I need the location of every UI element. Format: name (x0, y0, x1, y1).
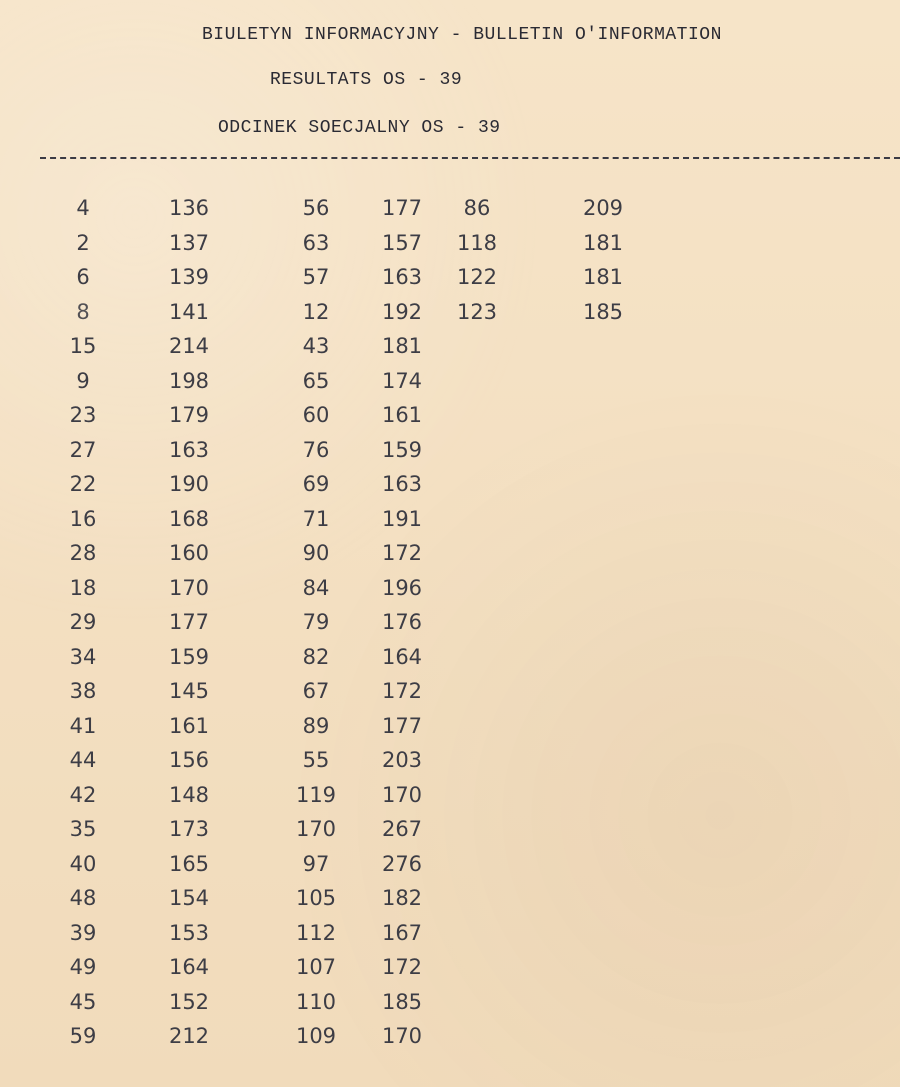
col3-value: 90 (302, 541, 330, 565)
col4-value: 276 (381, 852, 423, 876)
col4-value: 196 (381, 576, 423, 600)
col2-value: 139 (168, 265, 210, 289)
col3-value: 69 (302, 472, 330, 496)
col4-value: 164 (381, 645, 423, 669)
col4-value: 267 (381, 817, 423, 841)
special-stage-title: ODCINEK SOECJALNY OS - 39 (218, 118, 501, 138)
col4-value: 167 (381, 921, 423, 945)
col4-value: 191 (381, 507, 423, 531)
col3-value: 109 (295, 1024, 337, 1048)
col1-value: 18 (69, 576, 97, 600)
col4-value: 172 (381, 541, 423, 565)
col1-value: 39 (69, 921, 97, 945)
col5-value: 118 (456, 231, 498, 255)
col1-value: 59 (69, 1024, 97, 1048)
col2-value: 214 (168, 334, 210, 358)
col5-value: 86 (463, 196, 491, 220)
col2-value: 198 (168, 369, 210, 393)
col2-value: 190 (168, 472, 210, 496)
col3-value: 12 (302, 300, 330, 324)
col4-value: 176 (381, 610, 423, 634)
col4-value: 163 (381, 472, 423, 496)
col1-value: 48 (69, 886, 97, 910)
col4-value: 170 (381, 783, 423, 807)
col1-value: 23 (69, 403, 97, 427)
col2-value: 164 (168, 955, 210, 979)
col2-value: 148 (168, 783, 210, 807)
col4-value: 185 (381, 990, 423, 1014)
col3-value: 105 (295, 886, 337, 910)
col6-value: 209 (582, 196, 624, 220)
col1-value: 40 (69, 852, 97, 876)
col2-value: 136 (168, 196, 210, 220)
col3-value: 107 (295, 955, 337, 979)
col4-value: 192 (381, 300, 423, 324)
col2-value: 161 (168, 714, 210, 738)
col1-value: 35 (69, 817, 97, 841)
col4-value: 181 (381, 334, 423, 358)
bulletin-title: BIULETYN INFORMACYJNY - BULLETIN O'INFORMATION (202, 25, 722, 45)
col4-value: 203 (381, 748, 423, 772)
col1-value: 44 (69, 748, 97, 772)
col2-value: 170 (168, 576, 210, 600)
col1-value: 27 (69, 438, 97, 462)
col4-value: 172 (381, 955, 423, 979)
col6-value: 181 (582, 231, 624, 255)
col1-value: 29 (69, 610, 97, 634)
col4-value: 159 (381, 438, 423, 462)
col2-value: 160 (168, 541, 210, 565)
col2-value: 152 (168, 990, 210, 1014)
col4-value: 163 (381, 265, 423, 289)
col1-value: 4 (76, 196, 90, 220)
col6-value: 185 (582, 300, 624, 324)
col2-value: 177 (168, 610, 210, 634)
col3-value: 89 (302, 714, 330, 738)
col3-value: 57 (302, 265, 330, 289)
col5-value: 123 (456, 300, 498, 324)
col1-value: 49 (69, 955, 97, 979)
col3-value: 82 (302, 645, 330, 669)
col6-value: 181 (582, 265, 624, 289)
col2-value: 163 (168, 438, 210, 462)
col2-value: 179 (168, 403, 210, 427)
col3-value: 110 (295, 990, 337, 1014)
col2-value: 173 (168, 817, 210, 841)
col1-value: 45 (69, 990, 97, 1014)
col1-value: 41 (69, 714, 97, 738)
col1-value: 15 (69, 334, 97, 358)
col2-value: 145 (168, 679, 210, 703)
col3-value: 63 (302, 231, 330, 255)
col1-value: 16 (69, 507, 97, 531)
results-title: RESULTATS OS - 39 (270, 70, 463, 90)
col3-value: 119 (295, 783, 337, 807)
col2-value: 153 (168, 921, 210, 945)
col4-value: 161 (381, 403, 423, 427)
col3-value: 170 (295, 817, 337, 841)
col2-value: 137 (168, 231, 210, 255)
col1-value: 6 (76, 265, 90, 289)
col4-value: 182 (381, 886, 423, 910)
col4-value: 177 (381, 196, 423, 220)
col2-value: 212 (168, 1024, 210, 1048)
col2-value: 154 (168, 886, 210, 910)
col3-value: 84 (302, 576, 330, 600)
col2-value: 159 (168, 645, 210, 669)
col1-value: 42 (69, 783, 97, 807)
col2-value: 165 (168, 852, 210, 876)
col3-value: 71 (302, 507, 330, 531)
col1-value: 22 (69, 472, 97, 496)
col2-value: 168 (168, 507, 210, 531)
col1-value: 38 (69, 679, 97, 703)
col3-value: 56 (302, 196, 330, 220)
col2-value: 141 (168, 300, 210, 324)
col3-value: 60 (302, 403, 330, 427)
col4-value: 157 (381, 231, 423, 255)
col1-value: 2 (76, 231, 90, 255)
col3-value: 67 (302, 679, 330, 703)
col3-value: 76 (302, 438, 330, 462)
col1-value: 9 (76, 369, 90, 393)
col3-value: 43 (302, 334, 330, 358)
col4-value: 172 (381, 679, 423, 703)
col2-value: 156 (168, 748, 210, 772)
col4-value: 177 (381, 714, 423, 738)
col3-value: 55 (302, 748, 330, 772)
col4-value: 174 (381, 369, 423, 393)
col3-value: 79 (302, 610, 330, 634)
col1-value: 28 (69, 541, 97, 565)
col3-value: 97 (302, 852, 330, 876)
col4-value: 170 (381, 1024, 423, 1048)
col3-value: 65 (302, 369, 330, 393)
col5-value: 122 (456, 265, 498, 289)
col1-value: 8 (76, 300, 90, 324)
col3-value: 112 (295, 921, 337, 945)
col1-value: 34 (69, 645, 97, 669)
